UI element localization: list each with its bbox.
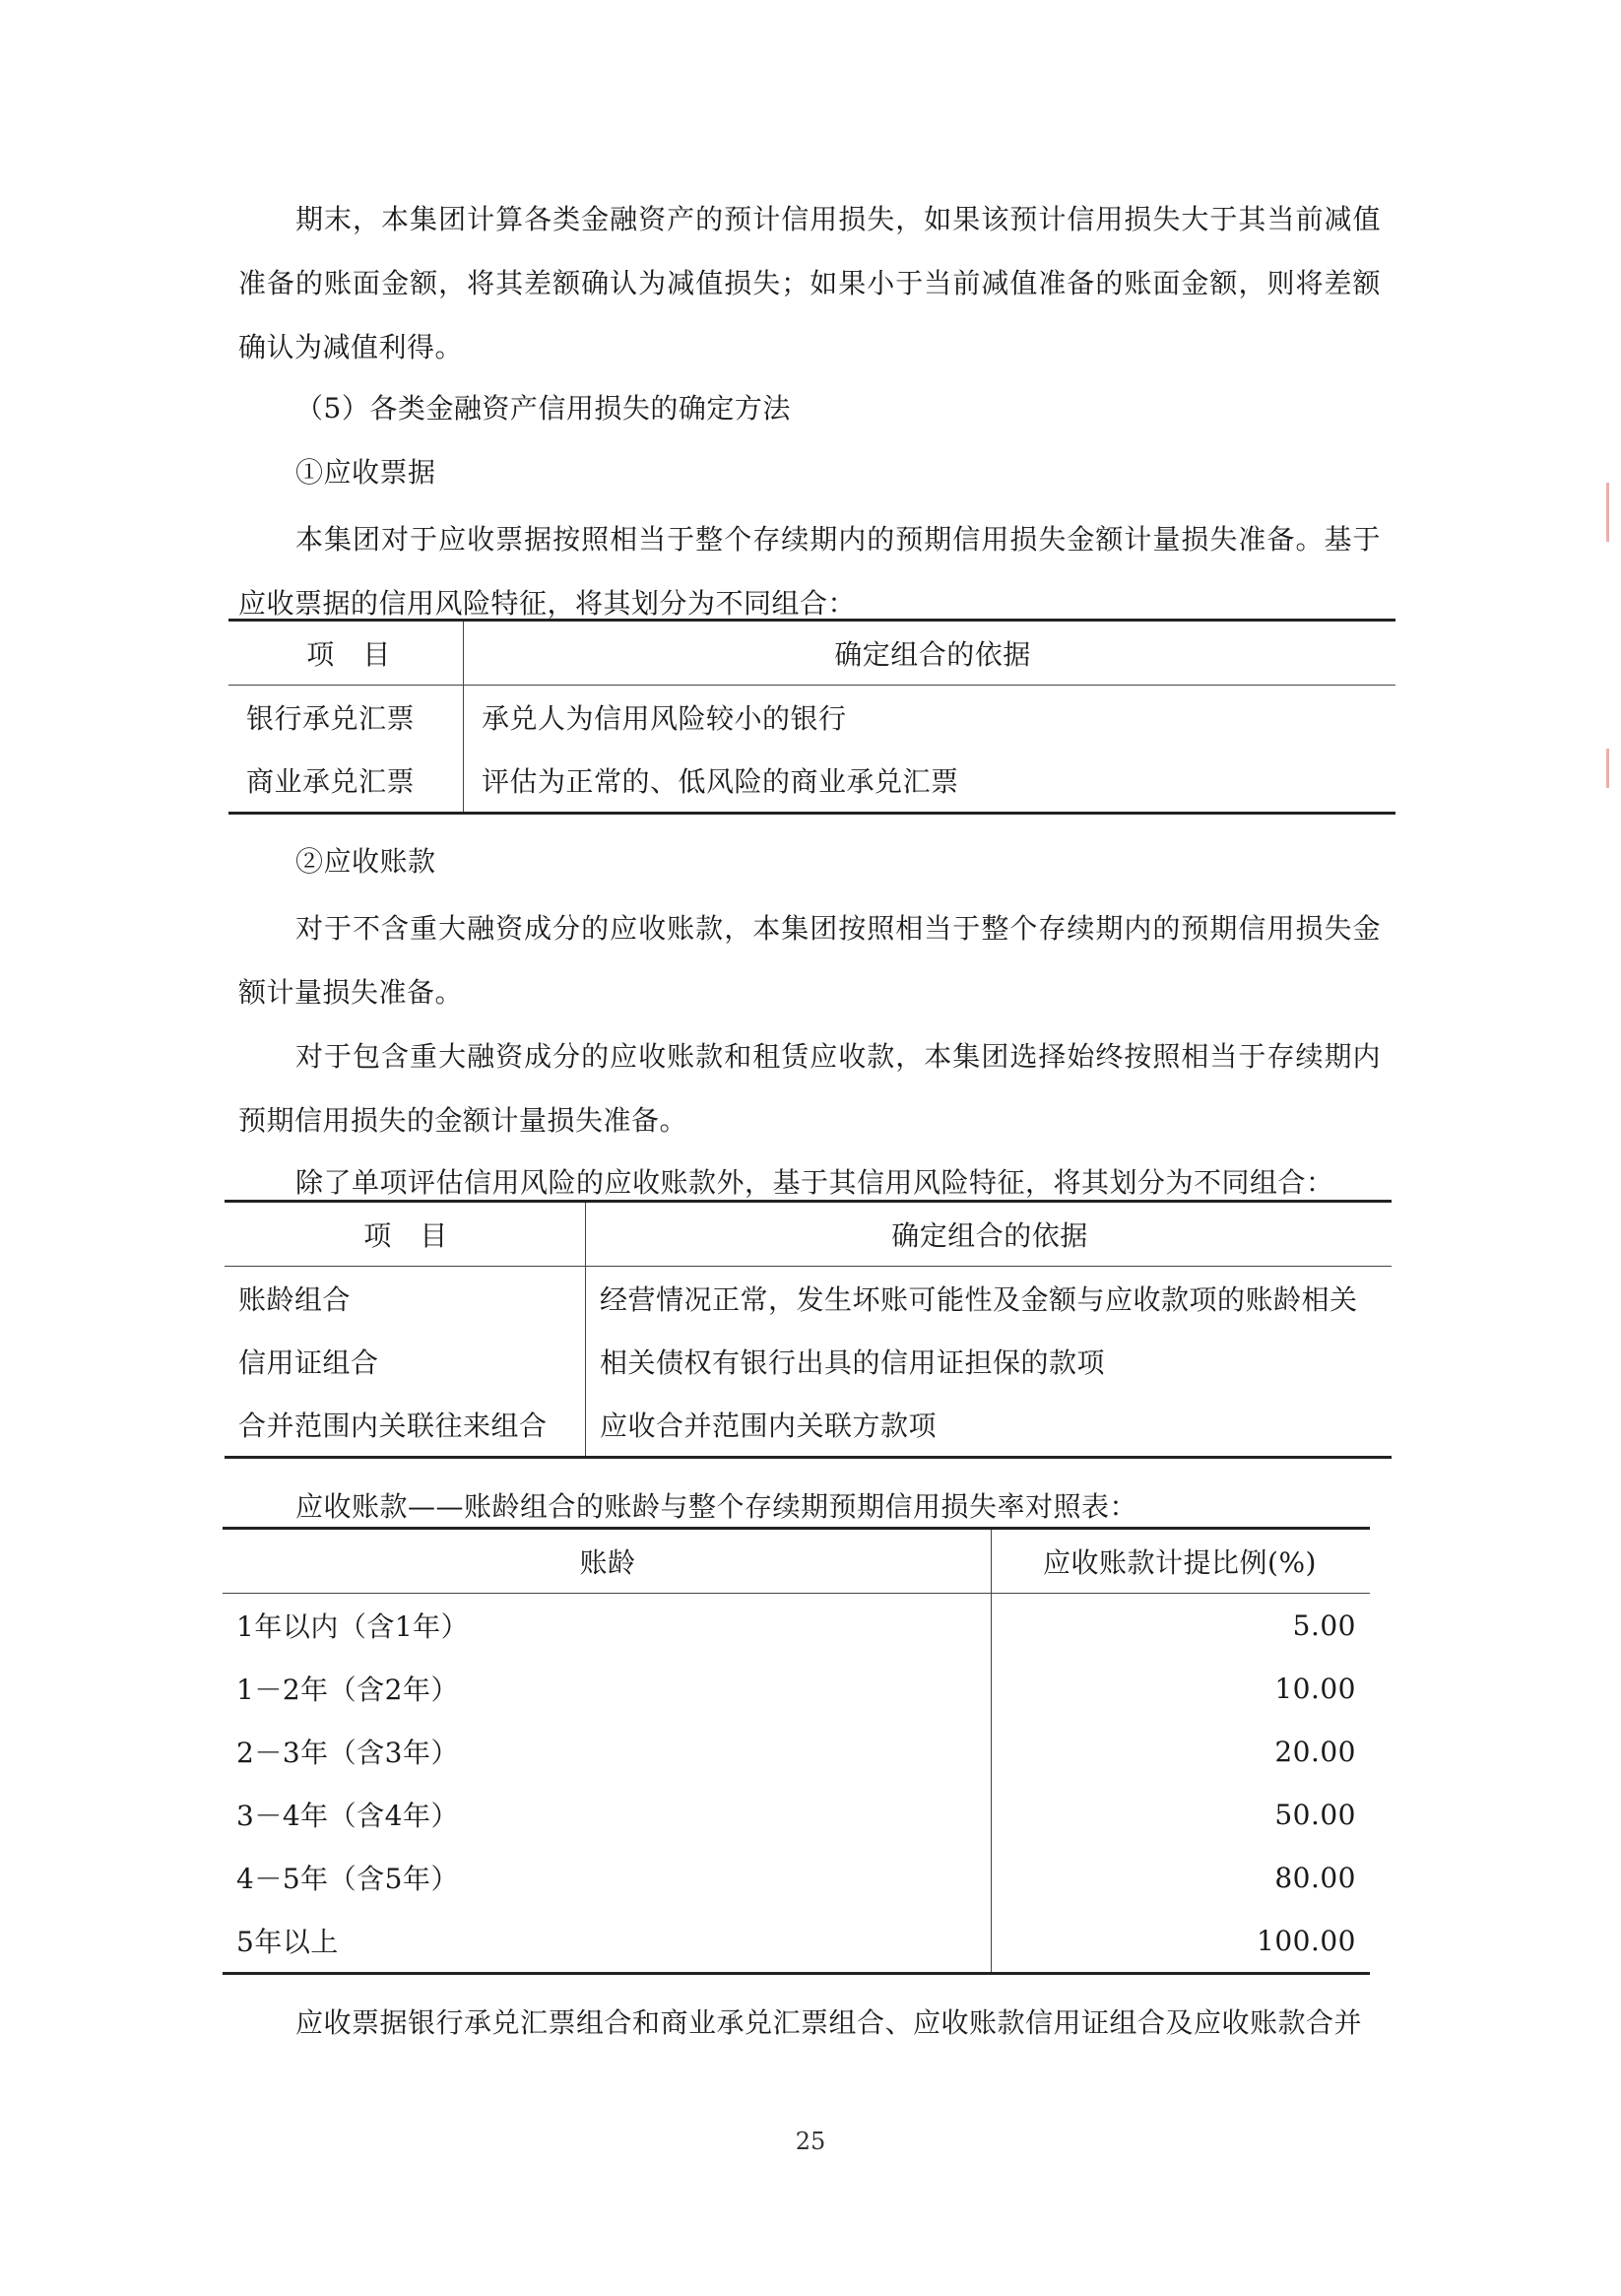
page-number: 25 [795, 2128, 826, 2155]
table-row [223, 1657, 1370, 1720]
table-cell: 商业承兑汇票 [228, 749, 464, 814]
paragraph-notes-receivable: 本集团对于应收票据按照相当于整个存续期内的预期信用损失金额计量损失准备。基于应收票据的信用风险特征，将其划分为不同组合： [238, 523, 1381, 620]
section-heading-credit-loss: （5）各类金融资产信用损失的确定方法 [295, 392, 791, 425]
receivables-grouping-table [225, 1200, 1392, 1459]
subheading-accounts-receivable: ②应收账款 [295, 845, 436, 878]
table-cell: 应收合并范围内关联方款项 [600, 1410, 938, 1442]
table-cell: 1－2年（含2年） [223, 1657, 992, 1720]
table-cell: 承兑人为信用风险较小的银行 [482, 702, 847, 735]
table-cell: 10.00 [1274, 1672, 1356, 1705]
paragraph-period-end: 期末，本集团计算各类金融资产的预计信用损失，如果该预计信用损失大于其当前减值准备的账面金额，将其差额确认为减值损失；如果小于当前减值准备的账面金额，则将差额确认为减值利得。 [238, 203, 1381, 363]
paragraph-with-financing: 对于包含重大融资成分的应收账款和租赁应收款，本集团选择始终按照相当于存续期内预期信用损失的金额计量损失准备。 [238, 1040, 1381, 1137]
table-cell: 银行承兑汇票 [228, 686, 464, 750]
table-cell: 100.00 [1257, 1924, 1356, 1957]
table-cell: 2－3年（含3年） [223, 1720, 992, 1783]
column-header-basis: 确定组合的依据 [586, 1202, 1393, 1267]
paragraph-continuation: 应收票据银行承兑汇票组合和商业承兑汇票组合、应收账款信用证组合及应收账款合并 [295, 2006, 1363, 2039]
notes-receivable-table [228, 619, 1395, 815]
table-cell: 5年以上 [223, 1909, 992, 1974]
table-cell: 评估为正常的、低风险的商业承兑汇票 [482, 765, 959, 798]
table-row [223, 1594, 1370, 1658]
column-header-item: 项 目 [225, 1202, 586, 1267]
table-cell: 1年以内（含1年） [223, 1594, 992, 1658]
table-row [228, 749, 1395, 814]
subheading-notes-receivable: ①应收票据 [295, 456, 436, 489]
table-header-row [223, 1529, 1370, 1594]
table-row [225, 1393, 1392, 1458]
aging-rate-table [223, 1527, 1370, 1975]
table-cell: 经营情况正常，发生坏账可能性及金额与应收款项的账龄相关 [600, 1283, 1358, 1316]
table-cell: 20.00 [1274, 1735, 1356, 1768]
table-row [228, 686, 1395, 750]
scan-artifact [1606, 749, 1609, 788]
table-cell: 3－4年（含4年） [223, 1783, 992, 1846]
table-row [223, 1720, 1370, 1783]
table-row [223, 1909, 1370, 1974]
table-cell: 80.00 [1274, 1861, 1356, 1894]
table-header-row [228, 621, 1395, 686]
table-row [225, 1267, 1392, 1331]
paragraph-aging-table-caption: 应收账款——账龄组合的账龄与整个存续期预期信用损失率对照表： [295, 1490, 1138, 1523]
scan-artifact [1606, 483, 1609, 542]
table-cell: 5.00 [1292, 1608, 1356, 1642]
column-header-rate: 应收账款计提比例(%) [992, 1529, 1371, 1594]
table-header-row [225, 1202, 1392, 1267]
table-cell: 账龄组合 [225, 1267, 586, 1331]
table-cell: 4－5年（含5年） [223, 1846, 992, 1909]
table-row [223, 1846, 1370, 1909]
column-header-item: 项 目 [228, 621, 464, 686]
table-cell: 信用证组合 [225, 1330, 586, 1393]
paragraph-no-financing: 对于不含重大融资成分的应收账款，本集团按照相当于整个存续期内的预期信用损失金额计量损失准备。 [238, 912, 1381, 1009]
table-cell: 合并范围内关联往来组合 [225, 1393, 586, 1458]
table-cell: 50.00 [1274, 1798, 1356, 1831]
table-row [223, 1783, 1370, 1846]
table-cell: 相关债权有银行出具的信用证担保的款项 [600, 1346, 1106, 1379]
column-header-aging: 账龄 [223, 1529, 992, 1594]
table-row [225, 1330, 1392, 1393]
paragraph-grouping: 除了单项评估信用风险的应收账款外，基于其信用风险特征，将其划分为不同组合： [295, 1166, 1334, 1199]
column-header-basis: 确定组合的依据 [464, 621, 1396, 686]
